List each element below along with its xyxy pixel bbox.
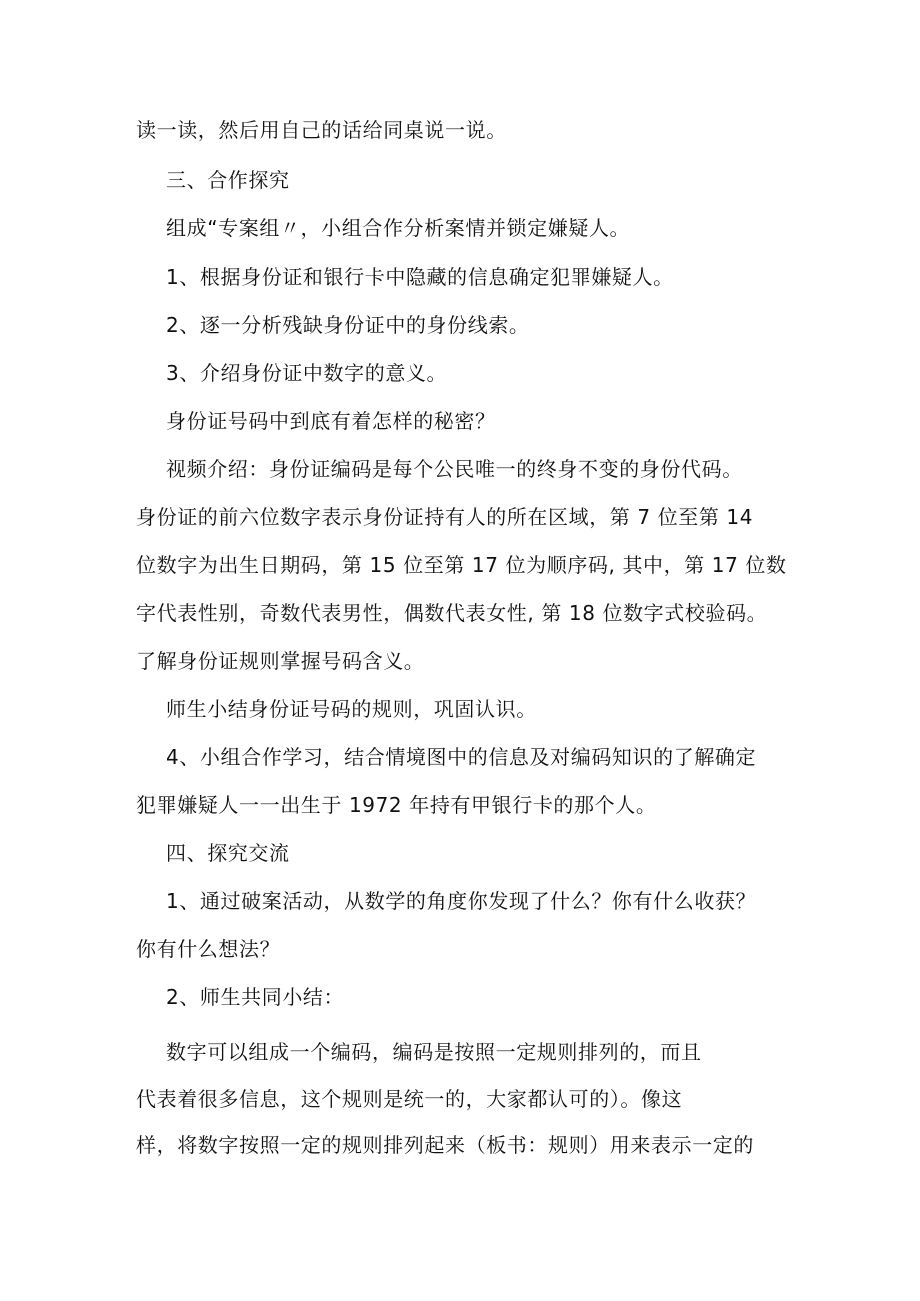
text-line-17: 1、通过破案活动，从数学的角度你发现了什么？你有什么收获？ bbox=[166, 889, 757, 913]
text-line-12: 了解身份证规则掌握号码含义。 bbox=[136, 649, 425, 673]
text-line-10: 位数字为出生日期码，第 15 位至第 17 位为顺序码, 其中，第 17 位数 bbox=[136, 553, 787, 577]
text-line-1: 读一读，然后用自己的话给同桌说一说。 bbox=[136, 118, 507, 142]
text-line-8: 视频介绍：身份证编码是每个公民唯一的终身不变的身份代码。 bbox=[166, 457, 743, 481]
text-line-18: 你有什么想法？ bbox=[136, 937, 281, 961]
text-line-9: 身份证的前六位数字表示身份证持有人的所在区域，第 7 位至第 14 bbox=[136, 505, 754, 529]
text-line-13: 师生小结身份证号码的规则，巩固认识。 bbox=[166, 697, 537, 721]
text-line-7: 身份证号码中到底有着怎样的秘密？ bbox=[166, 409, 496, 433]
text-line-19: 2、师生共同小结： bbox=[166, 985, 345, 1009]
section-heading-4: 四、探究交流 bbox=[166, 841, 290, 865]
text-line-20: 数字可以组成一个编码，编码是按照一定规则排列的，而且 bbox=[166, 1040, 702, 1064]
text-line-5: 2、逐一分析残缺身份证中的身份线索。 bbox=[166, 313, 530, 337]
text-line-14: 4、小组合作学习，结合情境图中的信息及对编码知识的了解确定 bbox=[166, 745, 757, 769]
text-line-21: 代表着很多信息，这个规则是统一的，大家都认可的）。像这 bbox=[136, 1087, 683, 1111]
text-line-4: 1、根据身份证和银行卡中隐藏的信息确定犯罪嫌疑人。 bbox=[166, 265, 674, 289]
text-line-15: 犯罪嫌疑人一一出生于 1972 年持有甲银行卡的那个人。 bbox=[136, 793, 657, 817]
text-line-11: 字代表性别，奇数代表男性，偶数代表女性, 第 18 位数字式校验码。 bbox=[136, 601, 768, 625]
section-heading-3: 三、合作探究 bbox=[166, 168, 290, 192]
text-line-3: 组成“专案组〃，小组合作分析案情并锁定嫌疑人。 bbox=[166, 216, 631, 240]
text-line-6: 3、介绍身份证中数字的意义。 bbox=[166, 361, 448, 385]
text-line-22: 样，将数字按照一定的规则排列起来（板书：规则）用来表示一定的 bbox=[136, 1133, 754, 1157]
